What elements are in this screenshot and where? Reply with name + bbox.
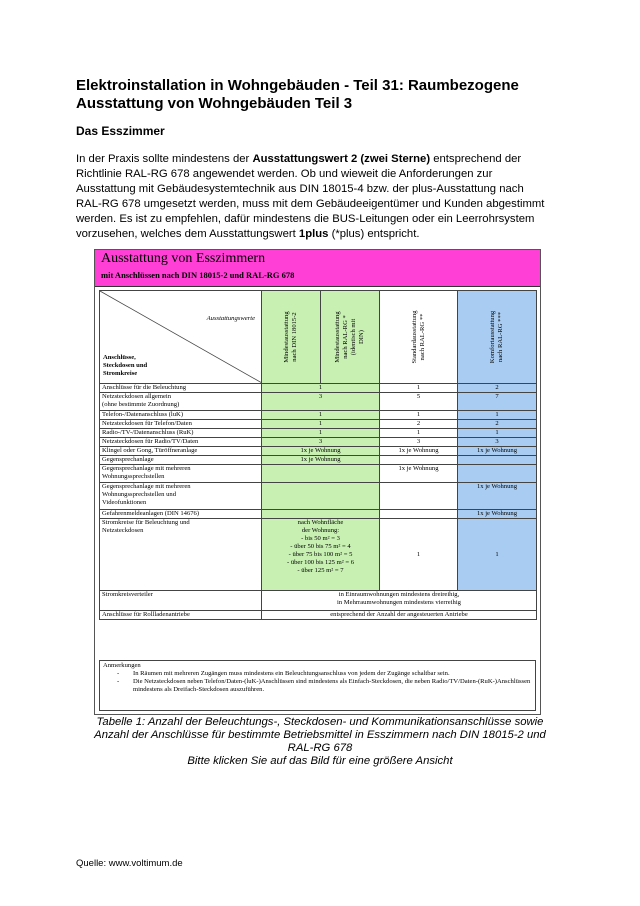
table-header-row bbox=[100, 291, 537, 384]
value-cell-komfort: 1x je Wohnung bbox=[458, 483, 537, 510]
body-text-part: (*plus) entspricht. bbox=[328, 228, 420, 240]
column-header-ral-2 bbox=[380, 291, 458, 384]
value-cell-standard bbox=[380, 483, 458, 510]
value-cell-standard: 5 bbox=[380, 393, 458, 411]
table-notes bbox=[99, 660, 536, 711]
row-label: Gegensprechanlage mit mehreren Wohnungssprechstellen und Videofunktionen bbox=[100, 483, 262, 510]
value-cell-min bbox=[262, 510, 380, 519]
value-cell-komfort: 1 bbox=[458, 429, 537, 438]
table-row bbox=[100, 420, 537, 429]
row-label: Gefahrenmeldeanlagen (DIN 14676) bbox=[100, 510, 262, 519]
caption-link-hint[interactable]: Bitte klicken Sie auf das Bild für eine größere Ansicht bbox=[187, 755, 453, 767]
body-bold-part: Ausstattungswert 2 (zwei Sterne) bbox=[252, 153, 431, 165]
row-label: Stromkreise für Beleuchtung und Netzsteckdosen bbox=[100, 519, 262, 591]
caption-line: RAL-RG 678 bbox=[287, 742, 353, 754]
value-cell-komfort bbox=[458, 465, 537, 483]
value-cell-standard: 2 bbox=[380, 420, 458, 429]
value-cell-komfort: 1x je Wohnung bbox=[458, 510, 537, 519]
value-cell-min: 1 bbox=[262, 420, 380, 429]
table-row bbox=[100, 465, 537, 483]
value-cell-min: 3 bbox=[262, 438, 380, 447]
figure-header bbox=[95, 250, 540, 287]
table-row bbox=[100, 429, 537, 438]
value-cell-standard bbox=[380, 510, 458, 519]
figure-caption bbox=[60, 716, 580, 768]
column-header-ral-1 bbox=[321, 291, 380, 384]
table-row bbox=[100, 591, 537, 611]
note-text: Die Netzsteckdosen neben Telefon/Daten-(luK-)Anschlüssen sind mindestens als Einfach-Steckdosen, die neben Radio/TV/Daten-(RuK-)Anschlüssen mindestens als Dreifach-Steckdosen auszuführen. bbox=[133, 678, 531, 693]
value-cell-komfort: 1 bbox=[458, 411, 537, 420]
table-row bbox=[100, 393, 537, 411]
row-label: Gegensprechanlage mit mehreren Wohnungssprechstellen bbox=[100, 465, 262, 483]
body-bold-part: 1plus bbox=[298, 228, 329, 240]
value-cell-komfort bbox=[458, 456, 537, 465]
row-label: Stromkreisverteiler bbox=[100, 591, 262, 611]
value-cell-min: 1x je Wohnung bbox=[262, 456, 380, 465]
value-cell-standard: 1 bbox=[380, 384, 458, 393]
corner-cell bbox=[100, 291, 262, 384]
table-row bbox=[100, 411, 537, 420]
body-text-part: entsprechend der Richtlinie RAL-RG 678 angewendet werden. Ob und wieweit die Anforderungen zur Ausstattung mit Gebäudesystemtechnik aus DIN 18015-4 bzw. der plus-Ausstattung nach RAL-RG 678 umgesetzt werden, muss mit dem Gebäudeeigentümer und Kunden abgestimmt werden. Es ist zu empfehlen, dafür mindestens die BUS-Leitungen oder ein Leerrohrsystem vorzusehen, welches dem Ausstattungswert bbox=[76, 153, 545, 240]
row-label: Anschlüsse für Rollladenantriebe bbox=[100, 611, 262, 620]
value-cell-min: 1 bbox=[262, 429, 380, 438]
table-row bbox=[100, 519, 537, 591]
table-row bbox=[100, 611, 537, 620]
column-header-ral-3 bbox=[458, 291, 537, 384]
table-row bbox=[100, 510, 537, 519]
value-cell-standard: 1 bbox=[380, 411, 458, 420]
article-title: Elektroinstallation in Wohngebäuden - Teil 31: Raumbezogene Ausstattung von Wohngebäuden Teil 3 bbox=[76, 77, 519, 112]
column-header-label: Komfortausstattung nach RAL-RG *** bbox=[489, 310, 504, 364]
source-credit: Quelle: www.voltimum.de bbox=[76, 858, 183, 869]
note-item bbox=[103, 678, 532, 694]
corner-top-label: Ausstattungswerte bbox=[206, 315, 255, 322]
row-label: Netzsteckdosen für Radio/TV/Daten bbox=[100, 438, 262, 447]
value-cell-standard bbox=[380, 456, 458, 465]
value-cell-min: 1 bbox=[262, 384, 380, 393]
notes-title: Anmerkungen bbox=[103, 662, 141, 669]
value-cell-standard: 3 bbox=[380, 438, 458, 447]
row-label: Netzsteckdosen für Telefon/Daten bbox=[100, 420, 262, 429]
value-cell-standard: 1 bbox=[380, 429, 458, 438]
column-header-label: Mindestausstattung nach DIN 18015-2 bbox=[283, 311, 298, 363]
value-cell-standard: 1x je Wohnung bbox=[380, 447, 458, 456]
column-header-din bbox=[262, 291, 321, 384]
body-text-part: In der Praxis sollte mindestens der bbox=[76, 153, 253, 165]
value-cell-merged: in Einraumwohnungen mindestens dreireihig, in Mehrraumwohnungen mindestens vierreihig bbox=[262, 591, 537, 611]
value-cell-min: 1 bbox=[262, 411, 380, 420]
value-cell-min bbox=[262, 465, 380, 483]
figure-title: Ausstattung von Esszimmern bbox=[101, 251, 266, 266]
table-row bbox=[100, 447, 537, 456]
table-row bbox=[100, 438, 537, 447]
body-paragraph bbox=[76, 152, 552, 242]
value-cell-standard: 1 bbox=[380, 519, 458, 591]
note-bullet: - bbox=[117, 678, 120, 685]
table-row bbox=[100, 456, 537, 465]
table-image[interactable] bbox=[94, 249, 541, 715]
note-bullet: - bbox=[117, 670, 120, 677]
value-cell-min: 3 bbox=[262, 393, 380, 411]
row-label: Telefon-/Datenanschluss (luK) bbox=[100, 411, 262, 420]
row-label: Netzsteckdosen allgemein (ohne bestimmte Zuordnung) bbox=[100, 393, 262, 411]
value-cell-merged: entsprechend der Anzahl der angesteuerten Antriebe bbox=[262, 611, 537, 620]
row-label: Gegensprechanlage bbox=[100, 456, 262, 465]
caption-line: Anzahl der Anschlüsse für bestimmte Betriebsmittel in Esszimmern nach DIN 18015-2 und bbox=[94, 729, 546, 741]
value-cell-komfort: 3 bbox=[458, 438, 537, 447]
table-row bbox=[100, 483, 537, 510]
table-row bbox=[100, 384, 537, 393]
equipment-table bbox=[99, 290, 537, 620]
value-cell-komfort: 2 bbox=[458, 420, 537, 429]
value-cell-komfort: 1 bbox=[458, 519, 537, 591]
value-cell-komfort: 2 bbox=[458, 384, 537, 393]
row-label: Anschlüsse für die Beleuchtung bbox=[100, 384, 262, 393]
value-cell-min: nach Wohnfläche der Wohnung: - bis 50 m² = 3 - über 50 bis 75 m² = 4 - über 75 bis 100 m² = 5 - über 100 bis 125 m² = 6 - über 125 m² = 7 bbox=[262, 519, 380, 591]
column-header-label: Standardausstattung nach RAL-RG ** bbox=[410, 310, 426, 364]
section-heading: Das Esszimmer bbox=[76, 124, 165, 138]
caption-line: Tabelle 1: Anzahl der Beleuchtungs-, Steckdosen- und Kommunikationsanschlüsse sowie bbox=[96, 716, 544, 728]
note-text: In Räumen mit mehreren Zugängen muss mindestens ein Beleuchtungsanschluss von jedem der Zugänge schaltbar sein. bbox=[133, 670, 450, 677]
figure-subtitle: mit Anschlüssen nach DIN 18015-2 und RAL-RG 678 bbox=[101, 270, 295, 280]
column-header-label: Mindestausstattung nach RAL-RG * (identisch mit DIN) bbox=[334, 311, 365, 363]
note-item bbox=[103, 670, 532, 678]
value-cell-standard: 1x je Wohnung bbox=[380, 465, 458, 483]
corner-bottom-label: Anschlüsse, Steckdosen und Stromkreise bbox=[103, 354, 148, 377]
value-cell-komfort: 1x je Wohnung bbox=[458, 447, 537, 456]
value-cell-min bbox=[262, 483, 380, 510]
value-cell-min: 1x je Wohnung bbox=[262, 447, 380, 456]
row-label: Radio-/TV-/Datenanschluss (RuK) bbox=[100, 429, 262, 438]
value-cell-komfort: 7 bbox=[458, 393, 537, 411]
row-label: Klingel oder Gong, Türöffneranlage bbox=[100, 447, 262, 456]
